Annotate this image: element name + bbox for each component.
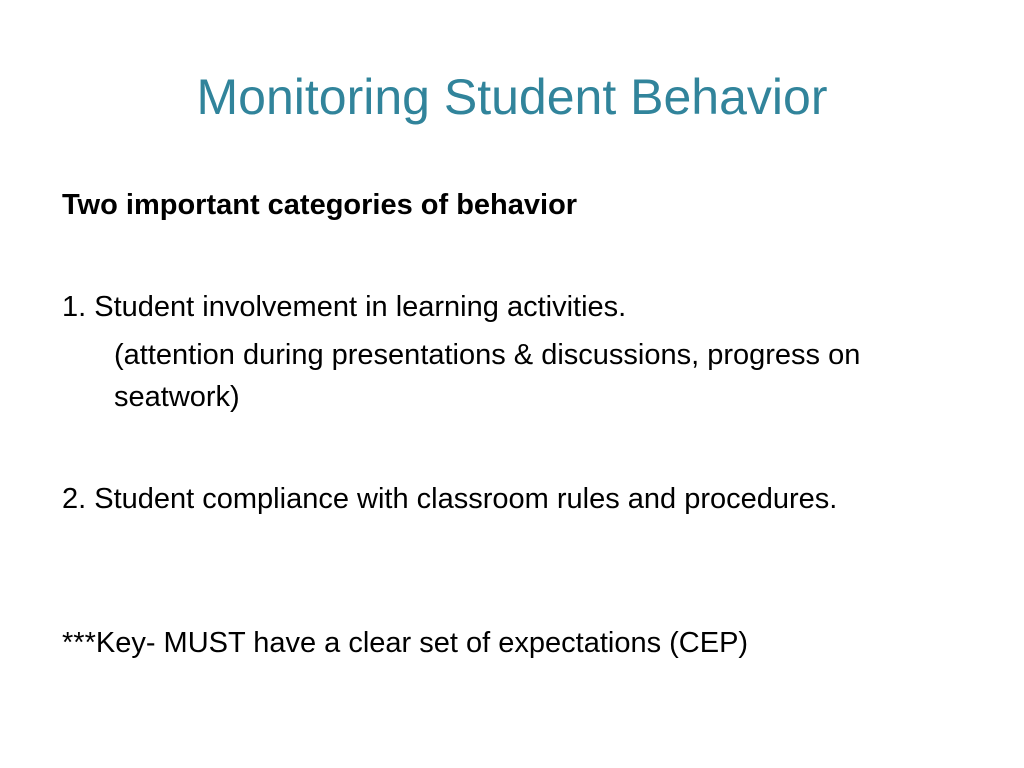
list-item-1-detail: (attention during presentations & discussions, progress on seatwork): [114, 339, 861, 413]
section-heading: Two important categories of behavior: [62, 189, 578, 221]
list-item-2-text: 2. Student compliance with classroom rules and procedures.: [62, 483, 838, 515]
key-note: ***Key- MUST have a clear set of expectations (CEP): [62, 627, 749, 659]
list-item-1-text: 1. Student involvement in learning activities.: [62, 291, 627, 323]
slide-title: Monitoring Student Behavior: [196, 69, 828, 125]
list-item-1: [62, 286, 860, 328]
list-item-2: [62, 478, 860, 520]
